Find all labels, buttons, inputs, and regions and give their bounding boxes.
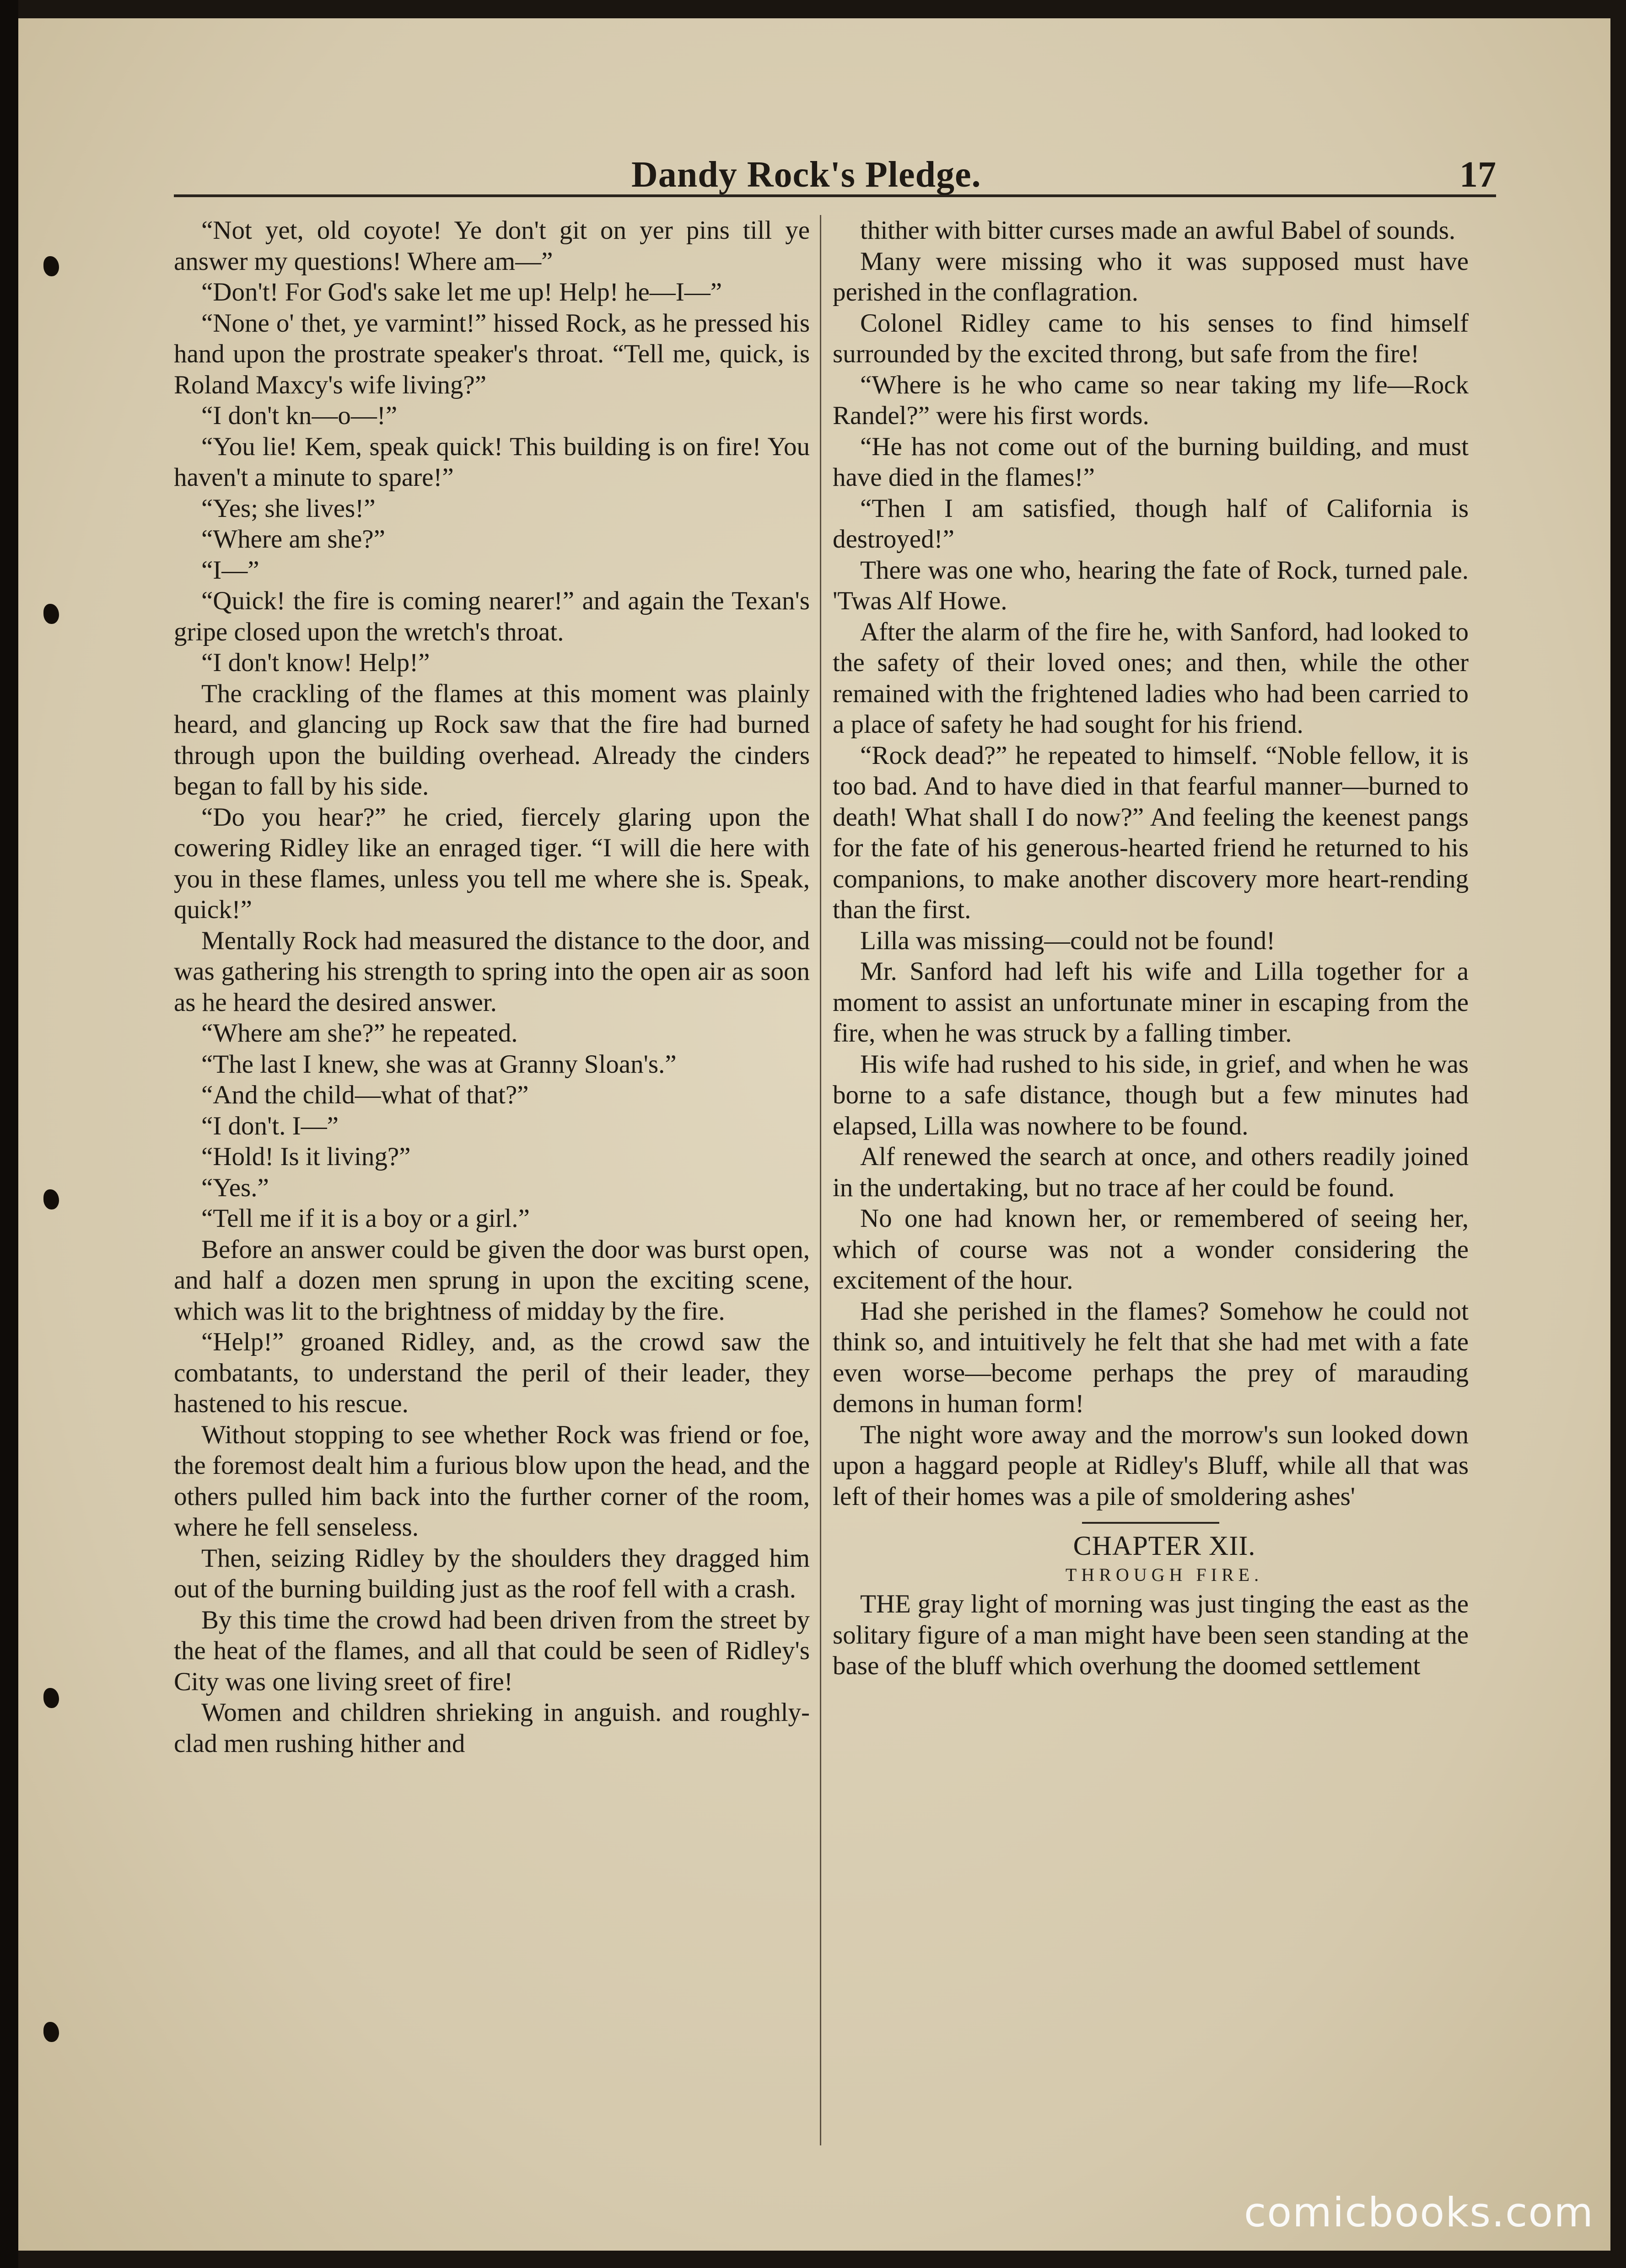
paragraph: Many were missing who it was supposed must have perished in the conflagration.	[833, 247, 1469, 306]
paragraph: Mr. Sanford had left his wife and Lilla together for a moment to assist an unfortunate miner in escaping from the fire, when he was struck by a falling timber.	[833, 957, 1469, 1048]
binding-hole	[43, 1688, 59, 1708]
paragraph: “None o' thet, ye varmint!” hissed Rock, as he pressed his hand upon the prostrate speaker's throat. “Tell me, quick, is Roland Maxcy's wife living?”	[174, 308, 810, 399]
paragraph: Colonel Ridley came to his senses to find himself surrounded by the excited throng, but safe from the fire!	[833, 308, 1469, 368]
chapter-heading: CHAPTER XII.	[1073, 1531, 1256, 1561]
paragraph: “Help!” groaned Ridley, and, as the crowd saw the combatants, to understand the peril of their leader, they hastened to his rescue.	[174, 1327, 810, 1418]
paragraph: “Then I am satisfied, though half of California is destroyed!”	[833, 494, 1469, 554]
paragraph: “Yes; she lives!”	[201, 494, 376, 523]
paragraph: By this time the crowd had been driven from the street by the heat of the flames, and all that could be seen of Ridley's City was one living sreet of fire!	[174, 1605, 810, 1696]
paragraph: Alf renewed the search at once, and others readily joined in the undertaking, but no trace af her could be found.	[833, 1142, 1469, 1202]
paragraph: “He has not come out of the burning building, and must have died in the flames!”	[833, 432, 1469, 492]
paragraph: There was one who, hearing the fate of Rock, turned pale. 'Twas Alf Howe.	[833, 555, 1469, 615]
paragraph: “Do you hear?” he cried, fiercely glaring upon the cowering Ridley like an enraged tiger. “I will die here with you in these flames, unless you tell me where she is. Speak, quick!”	[174, 802, 810, 924]
paragraph: “I don't kn—o—!”	[201, 401, 398, 430]
chapter-rule	[1082, 1522, 1219, 1524]
right-column-paragraphs	[833, 215, 1469, 1512]
binding-edge	[0, 0, 18, 2268]
paragraph: The night wore away and the morrow's sun looked down upon a haggard people at Ridley's Bluff, while all that was left of their homes was a pile of smoldering ashes'	[833, 1420, 1469, 1511]
paper-sheet	[18, 18, 1610, 2251]
paragraph: “You lie! Kem, speak quick! This building is on fire! You haven't a minute to spare!”	[174, 432, 810, 492]
chapter-subtitle: THROUGH FIRE.	[1065, 1564, 1264, 1585]
paragraph: “I don't. I—”	[201, 1111, 339, 1140]
page-header	[174, 135, 1496, 197]
column-divider	[820, 215, 821, 2145]
paragraph: Before an answer could be given the door was burst open, and half a dozen men sprung in upon the exciting scene, which was lit to the brightness of midday by the fire.	[174, 1235, 810, 1326]
paragraph: Women and children shrieking in anguish. and roughly-clad men rushing hither and	[174, 1698, 810, 1758]
running-title: Dandy Rock's Pledge.	[631, 155, 981, 195]
paragraph: “Tell me if it is a boy or a girl.”	[201, 1204, 530, 1233]
right-text-column	[833, 215, 1469, 1682]
paragraph: “And the child—what of that?”	[201, 1080, 529, 1109]
paragraph: Then, seizing Ridley by the shoulders they dragged him out of the burning building just as the roof fell with a crash.	[174, 1543, 810, 1603]
binding-hole	[43, 256, 59, 276]
paragraph: “Rock dead?” he repeated to himself. “Noble fellow, it is too bad. And to have died in that fearful manner—burned to death! What shall I do now?” And feeling the keenest pangs for the fate of his generous-hearted friend he returned to his companions, to make another discovery more heart-rending than the first.	[833, 741, 1469, 924]
paragraph: “Where am she?” he repeated.	[201, 1019, 518, 1048]
paragraph: No one had known her, or remembered of seeing her, which of course was not a wonder considering the excitement of the hour.	[833, 1204, 1469, 1295]
paragraph: “Hold! Is it living?”	[201, 1142, 411, 1171]
paragraph: “Where is he who came so near taking my life—Rock Randel?” were his first words.	[833, 370, 1469, 430]
paragraph: “Not yet, old coyote! Ye don't git on yer pins till ye answer my questions! Where am—”	[174, 216, 810, 276]
left-text-column	[174, 215, 810, 1759]
paragraph: “I don't know! Help!”	[201, 648, 430, 677]
paragraph: THE gray light of morning was just tinging the east as the solitary figure of a man might have been seen standing at the base of the bluff which overhung the doomed settlement	[833, 1590, 1469, 1680]
binding-hole	[43, 2022, 59, 2042]
paragraph: “Yes.”	[201, 1173, 269, 1202]
paragraph: The crackling of the flames at this moment was plainly heard, and glancing up Rock saw that the fire had burned through upon the building overhead. Already the cinders began to fall by his side.	[174, 679, 810, 801]
paragraph: “Quick! the fire is coming nearer!” and again the Texan's gripe closed upon the wretch's throat.	[174, 586, 810, 646]
binding-hole	[43, 604, 59, 624]
paragraph: Without stopping to see whether Rock was friend or foe, the foremost dealt him a furious blow upon the head, and the others pulled him back into the further corner of the room, where he fell senseless.	[174, 1420, 810, 1542]
watermark: comicbooks.com	[1244, 2189, 1594, 2236]
page-number: 17	[1459, 155, 1496, 195]
paragraph: “The last I knew, she was at Granny Sloan's.”	[201, 1049, 677, 1079]
paragraph: “Don't! For God's sake let me up! Help! he—I—”	[201, 278, 722, 306]
paragraph: thither with bitter curses made an awful Babel of sounds.	[860, 216, 1456, 245]
paragraph: After the alarm of the fire he, with Sanford, had looked to the safety of their loved ones; and then, while the other remained with the frightened ladies who had been carried to a place of safety he had sought for his friend.	[833, 617, 1469, 739]
paragraph: “Where am she?”	[201, 525, 385, 554]
paragraph: His wife had rushed to his side, in grief, and when he was borne to a safe distance, though but a few minutes had elapsed, Lilla was nowhere to be found.	[833, 1049, 1469, 1140]
chapter-opening-paragraphs	[833, 1589, 1469, 1682]
paragraph: Mentally Rock had measured the distance to the door, and was gathering his strength to spring into the open air as soon as he heard the desired answer.	[174, 926, 810, 1017]
paragraph: “I—”	[201, 555, 259, 585]
paragraph: Had she perished in the flames? Somehow he could not think so, and intuitively he felt that she had met with a fate even worse—become perhaps the prey of marauding demons in human form!	[833, 1296, 1469, 1418]
binding-hole	[43, 1189, 59, 1209]
paragraph: Lilla was missing—could not be found!	[860, 926, 1276, 955]
